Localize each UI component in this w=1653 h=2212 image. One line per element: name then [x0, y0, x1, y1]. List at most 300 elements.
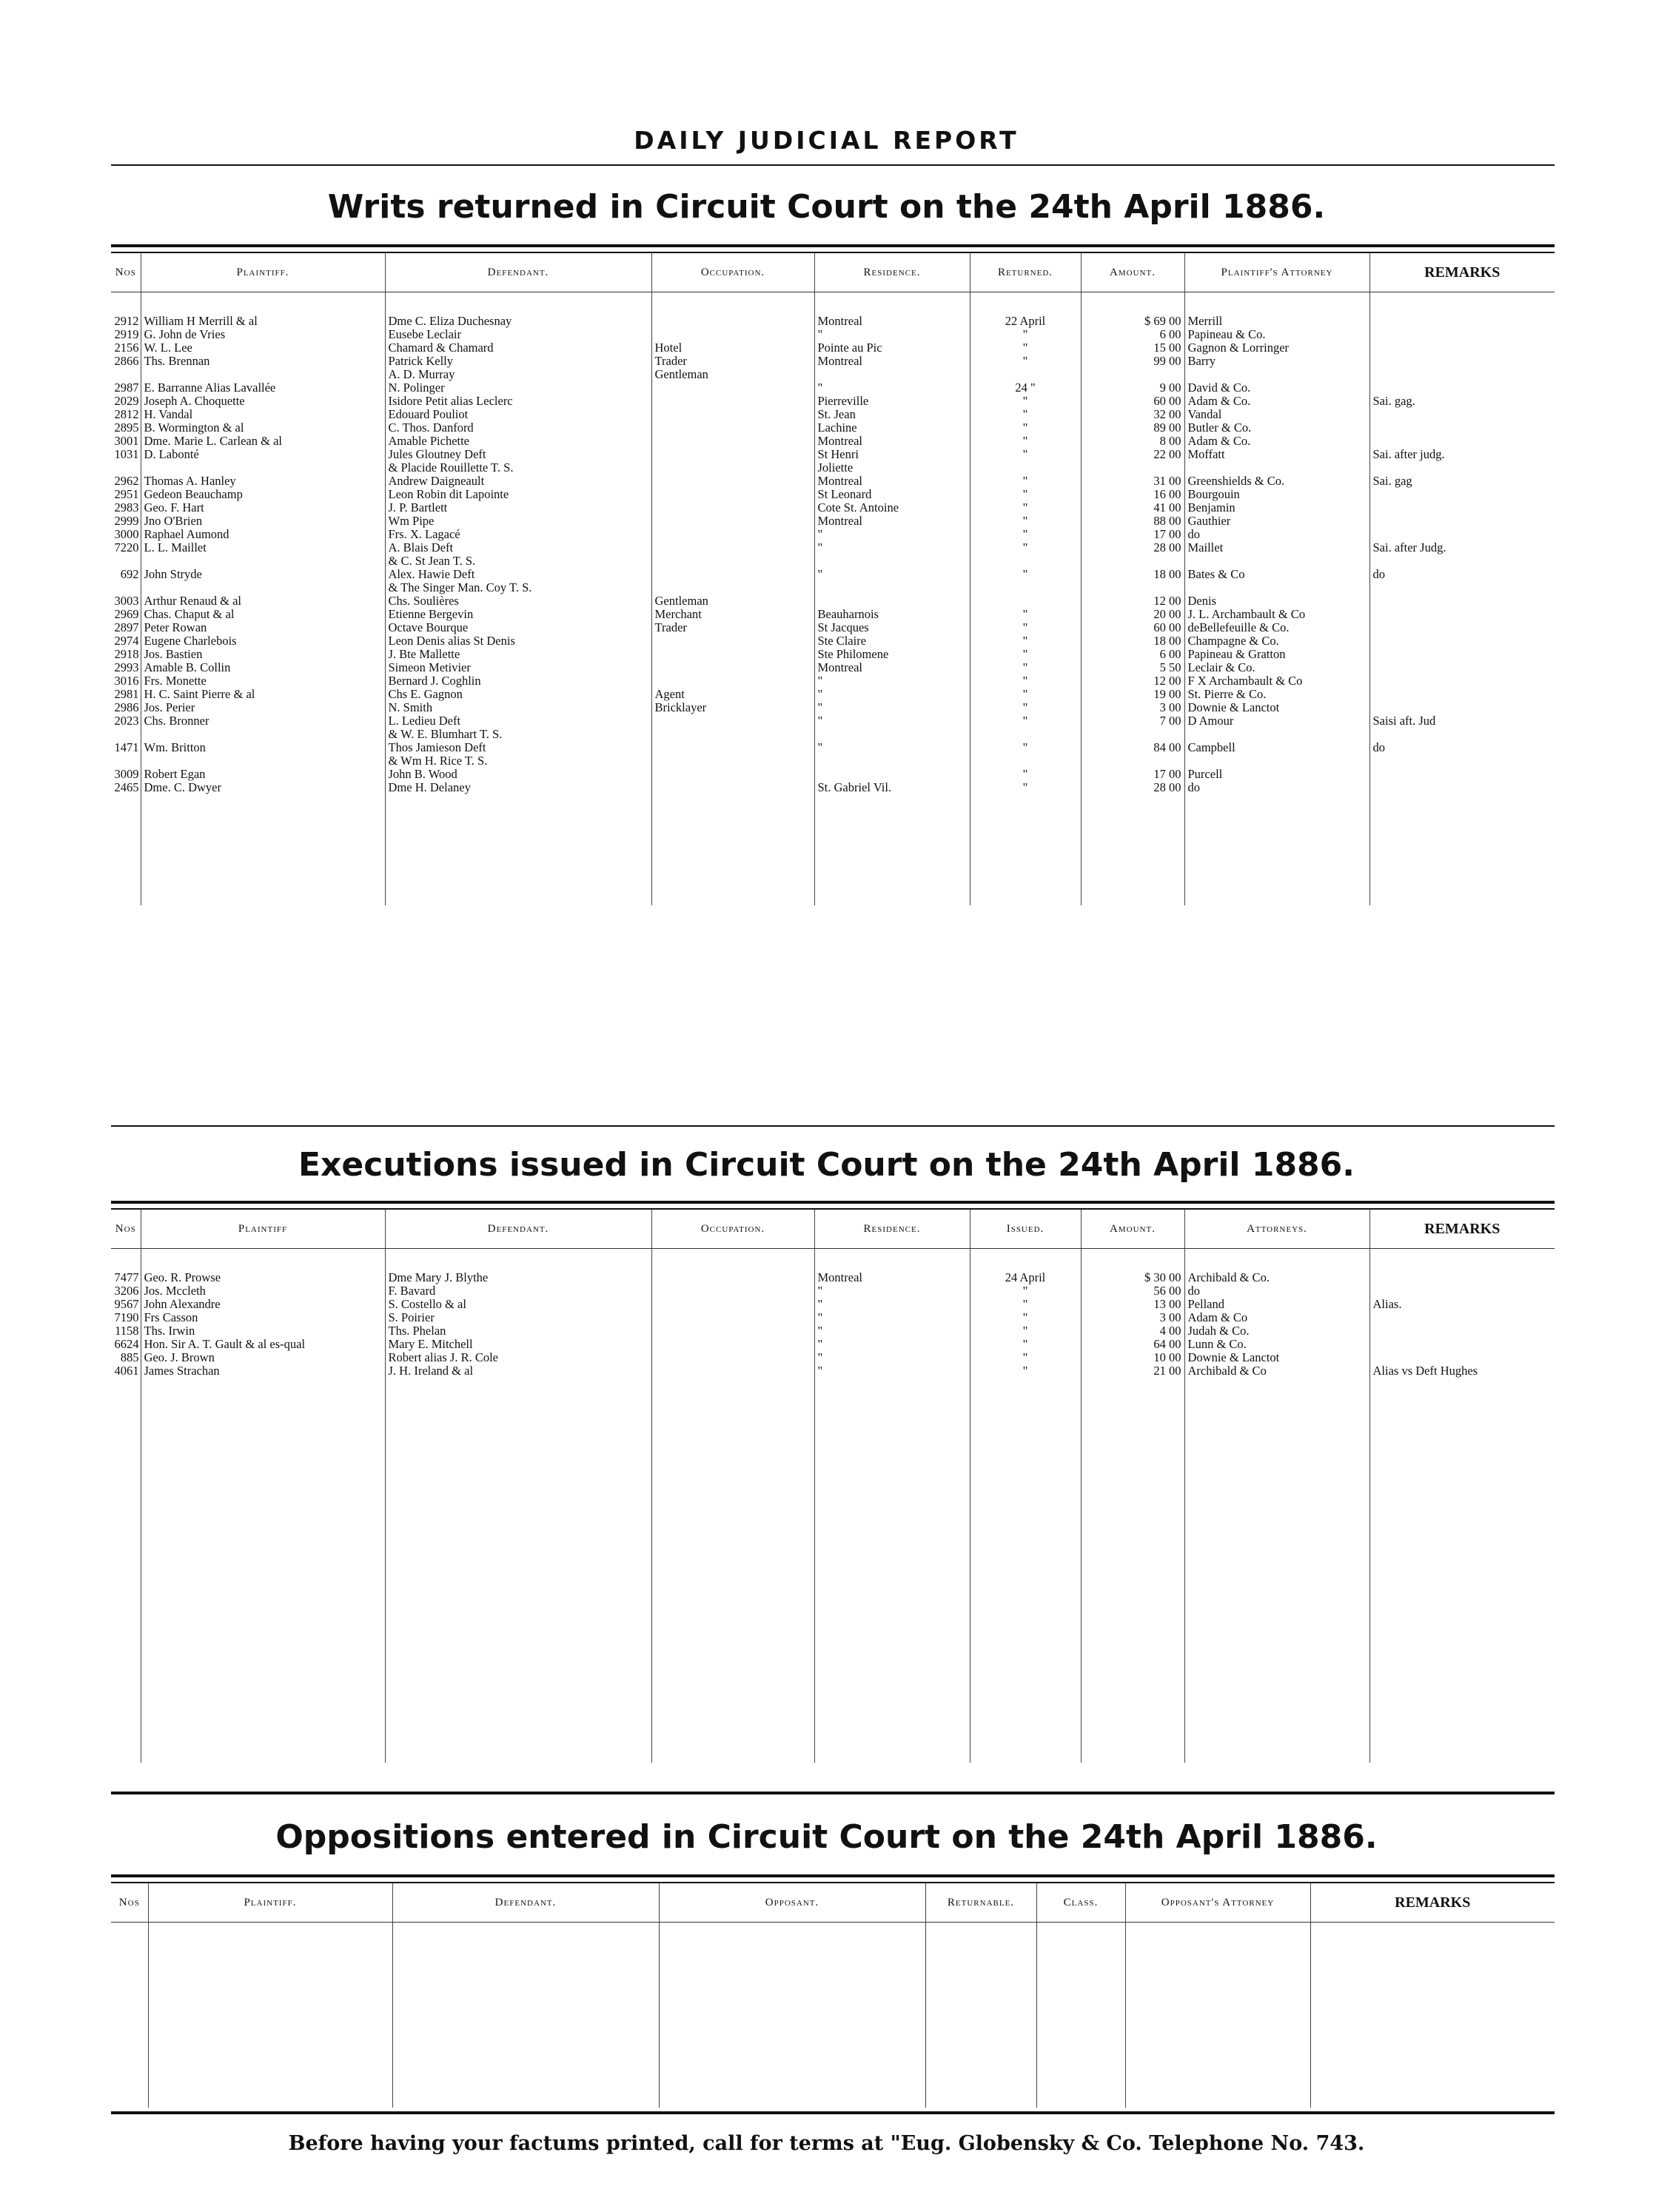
attorney-cell: Greenshields & Co.: [1184, 475, 1369, 488]
number-cell: 2986: [111, 701, 141, 714]
attorney-cell: [1184, 581, 1369, 594]
amount-cell: 88 00: [1081, 515, 1184, 528]
plaintiff-cell: Peter Rowan: [141, 621, 385, 634]
col-header: Plaintiff's Attorney: [1184, 252, 1369, 292]
table-row: [111, 1351, 1555, 1364]
attorney-cell: Judah & Co.: [1184, 1324, 1369, 1338]
defendant-cell: Octave Bourque: [385, 621, 651, 634]
amount-cell: 8 00: [1081, 435, 1184, 448]
residence-cell: ": [814, 1284, 970, 1298]
defendant-cell: John B. Wood: [385, 768, 651, 781]
plaintiff-cell: Geo. F. Hart: [141, 501, 385, 515]
residence-cell: ": [814, 1324, 970, 1338]
attorney-cell: Campbell: [1184, 741, 1369, 754]
residence-cell: Ste Claire: [814, 634, 970, 648]
number-cell: 7190: [111, 1311, 141, 1324]
amount-cell: 18 00: [1081, 568, 1184, 581]
attorney-cell: [1184, 461, 1369, 475]
number-cell: 2156: [111, 341, 141, 355]
col-header: REMARKS: [1369, 252, 1555, 292]
empty-cell: [385, 1378, 651, 1763]
attorney-cell: [1184, 554, 1369, 568]
amount-cell: 28 00: [1081, 541, 1184, 554]
plaintiff-cell: D. Labonté: [141, 448, 385, 461]
defendant-cell: J. Bte Mallette: [385, 648, 651, 661]
residence-cell: ": [814, 1298, 970, 1311]
amount-cell: [1081, 554, 1184, 568]
empty-cell: [111, 794, 141, 905]
attorney-cell: Papineau & Gratton: [1184, 648, 1369, 661]
plaintiff-cell: [141, 581, 385, 594]
number-cell: [111, 368, 141, 381]
number-cell: 3009: [111, 768, 141, 781]
remarks-cell: [1369, 781, 1555, 794]
occupation-cell: [651, 661, 814, 674]
remarks-cell: [1369, 435, 1555, 448]
plaintiff-cell: Frs Casson: [141, 1311, 385, 1324]
number-cell: 2897: [111, 621, 141, 634]
remarks-cell: Sai. after judg.: [1372, 448, 1445, 461]
residence-cell: ": [814, 701, 970, 714]
executions-body: [111, 1249, 1555, 1763]
table-row: [111, 1311, 1555, 1324]
amount-cell: [1081, 581, 1184, 594]
table-row: [111, 501, 1555, 515]
plaintiff-cell: Eugene Charlebois: [141, 634, 385, 648]
defendant-cell: C. Thos. Danford: [385, 421, 651, 435]
table-row: [111, 1364, 1555, 1378]
table-row: [111, 475, 1555, 488]
occupation-cell: Merchant: [651, 608, 814, 621]
number-cell: 2029: [111, 395, 141, 408]
amount-cell: 89 00: [1081, 421, 1184, 435]
number-cell: 1031: [111, 448, 141, 461]
attorney-cell: Denis: [1184, 594, 1369, 608]
remarks-cell: [1369, 421, 1555, 435]
amount-cell: 64 00: [1081, 1338, 1184, 1351]
returned-cell: [970, 554, 1081, 568]
attorney-cell: Pelland: [1184, 1298, 1369, 1311]
residence-cell: [814, 581, 970, 594]
number-cell: 3001: [111, 435, 141, 448]
number-cell: [111, 728, 141, 741]
remarks-cell: [1369, 634, 1555, 648]
remarks-cell: do: [1372, 741, 1385, 754]
occupation-cell: Gentleman: [651, 594, 814, 608]
defendant-cell: Chs E. Gagnon: [385, 688, 651, 701]
occupation-cell: [651, 648, 814, 661]
executions-top-rule: [111, 1201, 1555, 1204]
amount-cell: 6 00: [1081, 648, 1184, 661]
attorney-cell: [1184, 754, 1369, 768]
plaintiff-cell: [141, 368, 385, 381]
plaintiff-cell: E. Barranne Alias Lavallée: [141, 381, 385, 395]
amount-cell: 6 00: [1081, 328, 1184, 341]
amount-cell: 4 00: [1081, 1324, 1184, 1338]
empty-cell: [814, 794, 970, 905]
plaintiff-cell: Geo. J. Brown: [141, 1351, 385, 1364]
table-row: [111, 648, 1555, 661]
returned-cell: ": [970, 488, 1081, 501]
oppositions-top-rule: [111, 1874, 1555, 1877]
defendant-cell: J. P. Bartlett: [385, 501, 651, 515]
returned-cell: ": [970, 674, 1081, 688]
table-row: [111, 381, 1555, 395]
occupation-cell: [651, 674, 814, 688]
defendant-cell: Dme H. Delaney: [385, 781, 651, 794]
plaintiff-cell: [141, 461, 385, 475]
amount-cell: 13 00: [1081, 1298, 1184, 1311]
amount-cell: 7 00: [1081, 714, 1184, 728]
plaintiff-cell: [141, 754, 385, 768]
returned-cell: [970, 461, 1081, 475]
col-header: Returnable.: [925, 1883, 1036, 1923]
table-row: [111, 341, 1555, 355]
remarks-cell: [1369, 1324, 1555, 1338]
attorney-cell: Benjamin: [1184, 501, 1369, 515]
remarks-cell: [1369, 1338, 1555, 1351]
executions-header-row: [111, 1209, 1555, 1249]
residence-cell: [814, 768, 970, 781]
remarks-cell: [1369, 381, 1555, 395]
returned-cell: ": [970, 395, 1081, 408]
residence-cell: Montreal: [814, 355, 970, 368]
empty-cell: [651, 794, 814, 905]
remarks-cell: [1369, 621, 1555, 634]
residence-cell: St Henri: [814, 448, 970, 461]
residence-cell: St. Gabriel Vil.: [814, 781, 970, 794]
amount-cell: [1081, 754, 1184, 768]
remarks-cell: [1369, 581, 1555, 594]
table-row: [111, 408, 1555, 421]
defendant-cell: Dme Mary J. Blythe: [385, 1249, 651, 1285]
returned-cell: ": [970, 768, 1081, 781]
attorney-cell: deBellefeuille & Co.: [1184, 621, 1369, 634]
empty-cell: [141, 794, 385, 905]
oppositions-header-row: [111, 1883, 1555, 1923]
defendant-cell: N. Smith: [385, 701, 651, 714]
amount-cell: 5 50: [1081, 661, 1184, 674]
remarks-cell: [1369, 528, 1555, 541]
remarks-cell: [1369, 648, 1555, 661]
amount-cell: 60 00: [1081, 395, 1184, 408]
returned-cell: ": [970, 608, 1081, 621]
occupation-cell: [651, 475, 814, 488]
returned-cell: ": [970, 688, 1081, 701]
attorney-cell: Vandal: [1184, 408, 1369, 421]
defendant-cell: Wm Pipe: [385, 515, 651, 528]
returned-cell: [970, 754, 1081, 768]
remarks-cell: [1369, 501, 1555, 515]
returned-cell: ": [970, 661, 1081, 674]
issued-cell: 24 April: [970, 1249, 1081, 1285]
defendant-cell: S. Poirier: [385, 1311, 651, 1324]
returned-cell: ": [970, 355, 1081, 368]
table-row: [111, 292, 1555, 329]
issued-cell: ": [970, 1284, 1081, 1298]
residence-cell: Pierreville: [814, 395, 970, 408]
residence-cell: [814, 368, 970, 381]
defendant-cell: Robert alias J. R. Cole: [385, 1351, 651, 1364]
number-cell: 885: [111, 1351, 141, 1364]
occupation-cell: [651, 554, 814, 568]
defendant-cell: Edouard Pouliot: [385, 408, 651, 421]
table-row: [111, 781, 1555, 794]
residence-cell: ": [814, 741, 970, 754]
defendant-cell: Andrew Daigneault: [385, 475, 651, 488]
table-row: [111, 581, 1555, 594]
table-row: [111, 634, 1555, 648]
table-row: [111, 568, 1555, 581]
attorney-cell: St. Pierre & Co.: [1184, 688, 1369, 701]
plaintiff-cell: Ths. Irwin: [141, 1324, 385, 1338]
defendant-cell: & Placide Rouillette T. S.: [385, 461, 651, 475]
oppositions-table: [111, 1882, 1555, 2108]
amount-cell: 12 00: [1081, 674, 1184, 688]
col-header: Nos: [111, 252, 141, 292]
occupation-cell: Agent: [651, 688, 814, 701]
returned-cell: ": [970, 568, 1081, 581]
occupation-cell: [651, 1351, 814, 1364]
attorney-cell: do: [1184, 528, 1369, 541]
remarks-cell: Sai. after Judg.: [1372, 541, 1446, 554]
defendant-cell: Frs. X. Lagacé: [385, 528, 651, 541]
occupation-cell: [651, 1249, 814, 1285]
amount-cell: 17 00: [1081, 768, 1184, 781]
plaintiff-cell: Chs. Bronner: [141, 714, 385, 728]
occupation-cell: Trader: [651, 355, 814, 368]
writs-title: Writs returned in Circuit Court on the 24th April 1886.: [327, 188, 1326, 226]
occupation-cell: [651, 448, 814, 461]
footer-advert: Before having your factums printed, call for terms at "Eug. Globensky & Co. Telephone No. 743.: [288, 2132, 1365, 2155]
plaintiff-cell: John Alexandre: [141, 1298, 385, 1311]
defendant-cell: & C. St Jean T. S.: [385, 554, 651, 568]
col-header: Class.: [1036, 1883, 1125, 1923]
number-cell: 2918: [111, 648, 141, 661]
empty-cell: [1184, 1378, 1369, 1763]
number-cell: 6624: [111, 1338, 141, 1351]
attorney-cell: Maillet: [1184, 541, 1369, 554]
number-cell: 2999: [111, 515, 141, 528]
plaintiff-cell: James Strachan: [141, 1364, 385, 1378]
residence-cell: [814, 594, 970, 608]
returned-cell: ": [970, 408, 1081, 421]
table-row: [111, 421, 1555, 435]
remarks-cell: [1369, 488, 1555, 501]
residence-cell: ": [814, 714, 970, 728]
returned-cell: [970, 594, 1081, 608]
occupation-cell: Trader: [651, 621, 814, 634]
col-header: Plaintiff: [141, 1209, 385, 1249]
attorney-cell: Gagnon & Lorringer: [1184, 341, 1369, 355]
residence-cell: Joliette: [814, 461, 970, 475]
returned-cell: ": [970, 475, 1081, 488]
empty-cell: [1369, 794, 1555, 905]
number-cell: 2912: [111, 292, 141, 329]
amount-cell: 3 00: [1081, 701, 1184, 714]
plaintiff-cell: Jno O'Brien: [141, 515, 385, 528]
occupation-cell: [651, 421, 814, 435]
residence-cell: Montreal: [814, 1249, 970, 1285]
occupation-cell: [651, 395, 814, 408]
residence-cell: ": [814, 328, 970, 341]
amount-cell: 9 00: [1081, 381, 1184, 395]
table-row: [111, 688, 1555, 701]
table-row: [111, 1324, 1555, 1338]
attorney-cell: F X Archambault & Co: [1184, 674, 1369, 688]
col-header: Defendant.: [385, 252, 651, 292]
amount-cell: 16 00: [1081, 488, 1184, 501]
residence-cell: Lachine: [814, 421, 970, 435]
residence-cell: ": [814, 674, 970, 688]
occupation-cell: [651, 1311, 814, 1324]
plaintiff-cell: G. John de Vries: [141, 328, 385, 341]
attorney-cell: Merrill: [1184, 292, 1369, 329]
returned-cell: ": [970, 421, 1081, 435]
table-row: [111, 328, 1555, 341]
occupation-cell: Bricklayer: [651, 701, 814, 714]
table-row: [111, 1249, 1555, 1285]
remarks-cell: Alias vs Deft Hughes: [1372, 1364, 1478, 1378]
residence-cell: Pointe au Pic: [814, 341, 970, 355]
amount-cell: 12 00: [1081, 594, 1184, 608]
number-cell: 2023: [111, 714, 141, 728]
defendant-cell: Etienne Bergevin: [385, 608, 651, 621]
attorney-cell: Adam & Co: [1184, 1311, 1369, 1324]
writs-top-rule: [111, 244, 1555, 247]
defendant-cell: Patrick Kelly: [385, 355, 651, 368]
amount-cell: 32 00: [1081, 408, 1184, 421]
col-header: Plaintiff.: [148, 1883, 392, 1923]
table-row: [111, 728, 1555, 741]
residence-cell: [814, 728, 970, 741]
remarks-cell: [1369, 1284, 1555, 1298]
plaintiff-cell: Arthur Renaud & al: [141, 594, 385, 608]
attorney-cell: [1184, 368, 1369, 381]
number-cell: 2974: [111, 634, 141, 648]
returned-cell: ": [970, 528, 1081, 541]
defendant-cell: Simeon Metivier: [385, 661, 651, 674]
residence-cell: ": [814, 1338, 970, 1351]
table-filler: [111, 1378, 1555, 1763]
table-row: [111, 661, 1555, 674]
table-row: [111, 1284, 1555, 1298]
attorney-cell: Papineau & Co.: [1184, 328, 1369, 341]
attorney-cell: Lunn & Co.: [1184, 1338, 1369, 1351]
empty-cell: [970, 794, 1081, 905]
amount-cell: 10 00: [1081, 1351, 1184, 1364]
empty-cell: [970, 1378, 1081, 1763]
amount-cell: 21 00: [1081, 1364, 1184, 1378]
attorney-cell: Bates & Co: [1184, 568, 1369, 581]
table-row: [111, 554, 1555, 568]
number-cell: 2987: [111, 381, 141, 395]
title-rule: [111, 164, 1555, 166]
occupation-cell: [651, 501, 814, 515]
table-row: [111, 701, 1555, 714]
occupation-cell: [651, 781, 814, 794]
defendant-cell: F. Bavard: [385, 1284, 651, 1298]
occupation-cell: Gentleman: [651, 368, 814, 381]
table-row: [111, 368, 1555, 381]
plaintiff-cell: Joseph A. Choquette: [141, 395, 385, 408]
col-header: Nos: [111, 1883, 148, 1923]
returned-cell: ": [970, 621, 1081, 634]
empty-cell: [1081, 1378, 1184, 1763]
number-cell: [111, 581, 141, 594]
number-cell: 692: [111, 568, 141, 581]
number-cell: 2983: [111, 501, 141, 515]
amount-cell: 18 00: [1081, 634, 1184, 648]
writs-body: [111, 292, 1555, 906]
attorney-cell: do: [1184, 1284, 1369, 1298]
plaintiff-cell: Chas. Chaput & al: [141, 608, 385, 621]
empty-cell: [1184, 794, 1369, 905]
defendant-cell: & The Singer Man. Coy T. S.: [385, 581, 651, 594]
table-row: [111, 541, 1555, 554]
executions-title: Executions issued in Circuit Court on the 24th April 1886.: [298, 1146, 1355, 1184]
col-header: Defendant.: [385, 1209, 651, 1249]
attorney-cell: Downie & Lanctot: [1184, 701, 1369, 714]
empty-cell: [111, 1378, 141, 1763]
table-row: [111, 515, 1555, 528]
residence-cell: St. Jean: [814, 408, 970, 421]
col-header: REMARKS: [1310, 1883, 1555, 1923]
table-row: [111, 674, 1555, 688]
remarks-cell: Sai. gag.: [1372, 395, 1415, 408]
number-cell: 1158: [111, 1324, 141, 1338]
occupation-cell: [651, 1298, 814, 1311]
returned-cell: ": [970, 634, 1081, 648]
oppositions-title: Oppositions entered in Circuit Court on the 24th April 1886.: [275, 1818, 1378, 1856]
table-row: [111, 461, 1555, 475]
remarks-cell: [1369, 661, 1555, 674]
table-row: [111, 754, 1555, 768]
issued-cell: ": [970, 1324, 1081, 1338]
writs-table: [111, 252, 1555, 905]
amount-cell: [1081, 728, 1184, 741]
returned-cell: ": [970, 328, 1081, 341]
returned-cell: ": [970, 501, 1081, 515]
defendant-cell: Amable Pichette: [385, 435, 651, 448]
remarks-cell: [1369, 728, 1555, 741]
occupation-cell: [651, 515, 814, 528]
occupation-cell: [651, 408, 814, 421]
col-header: Attorneys.: [1184, 1209, 1369, 1249]
occupation-cell: [651, 292, 814, 329]
number-cell: 3016: [111, 674, 141, 688]
occupation-cell: [651, 1338, 814, 1351]
residence-cell: ": [814, 528, 970, 541]
attorney-cell: Barry: [1184, 355, 1369, 368]
returned-cell: [970, 728, 1081, 741]
attorney-cell: Archibald & Co: [1184, 1364, 1369, 1378]
amount-cell: 84 00: [1081, 741, 1184, 754]
col-header: Residence.: [814, 1209, 970, 1249]
attorney-cell: D Amour: [1184, 714, 1369, 728]
amount-cell: 99 00: [1081, 355, 1184, 368]
col-header: Opposant's Attorney: [1125, 1883, 1310, 1923]
plaintiff-cell: Robert Egan: [141, 768, 385, 781]
amount-cell: 28 00: [1081, 781, 1184, 794]
returned-cell: [970, 368, 1081, 381]
issued-cell: ": [970, 1364, 1081, 1378]
executions-table: [111, 1208, 1555, 1763]
remarks-cell: [1369, 768, 1555, 781]
plaintiff-cell: Raphael Aumond: [141, 528, 385, 541]
residence-cell: Montreal: [814, 435, 970, 448]
table-row: [111, 768, 1555, 781]
